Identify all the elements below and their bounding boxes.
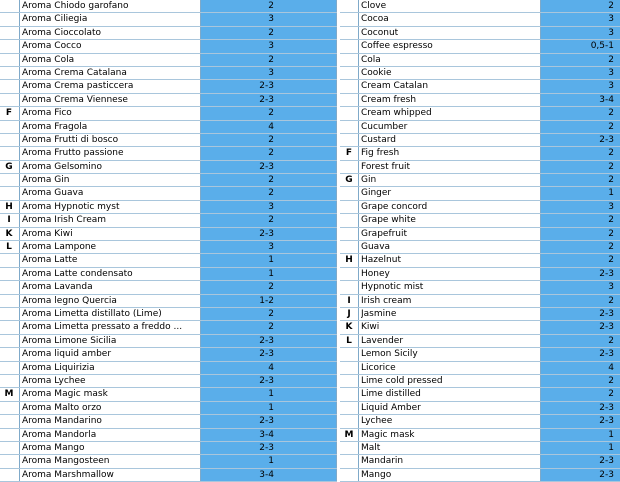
table-row [0, 107, 337, 120]
table-row [0, 201, 337, 214]
table-row [0, 388, 337, 401]
flavor-name: Aroma Cola [22, 54, 75, 65]
table-row [340, 388, 620, 401]
table-row [340, 121, 620, 134]
dosage-value: 2 [268, 1, 274, 11]
flavor-name: Irish cream [361, 295, 412, 306]
table-row [340, 268, 620, 281]
dosage-value: 3 [608, 27, 614, 38]
table-row [0, 429, 337, 442]
flavor-name: Aroma Cioccolato [22, 27, 102, 38]
flavor-name: Aroma Ciliegia [22, 14, 88, 25]
dosage-value: 1 [268, 268, 274, 279]
flavor-name: Lemon Sicily [361, 349, 418, 360]
table-row [340, 362, 620, 375]
dosage-value: 2 [268, 188, 274, 199]
dosage-value: 2-3 [259, 416, 274, 427]
table-row [340, 40, 620, 53]
flavor-name: Aroma Mandorla [22, 429, 97, 440]
index-letter: L [346, 335, 352, 346]
flavor-name: Honey [361, 268, 390, 279]
dosage-value: 4 [268, 362, 274, 373]
dosage-value: 2 [608, 215, 614, 226]
dosage-value: 3-4 [259, 429, 274, 440]
table-row [0, 455, 337, 468]
flavor-name: Aroma Chiodo garofano [22, 1, 129, 11]
flavor-name: Guava [361, 242, 391, 253]
flavor-name: Aroma Magic mask [22, 389, 108, 400]
table-row [340, 415, 620, 428]
flavor-name: Aroma Liquirizia [22, 362, 95, 373]
flavor-name: Lavender [361, 335, 404, 346]
flavor-name: Aroma Mangosteen [22, 456, 110, 467]
dosage-value: 2 [608, 375, 614, 386]
flavor-name: Aroma Marshmallow [22, 469, 114, 480]
dosage-value: 2 [608, 335, 614, 346]
dosage-value: 2 [608, 228, 614, 239]
dosage-value: 2 [268, 148, 274, 159]
flavor-name: Mango [361, 469, 392, 480]
flavor-name: Aroma Crema Viennese [22, 94, 128, 105]
flavor-name: Cola [361, 54, 381, 65]
dosage-value: 2-3 [259, 442, 274, 453]
flavor-name: Clove [361, 1, 387, 11]
table-row [0, 27, 337, 40]
dosage-value: 2 [608, 389, 614, 400]
table-row [0, 362, 337, 375]
dosage-value: 3 [268, 242, 274, 253]
table-row [0, 0, 337, 13]
dosage-value: 2-3 [259, 94, 274, 105]
table-row [340, 348, 620, 361]
flavor-name: Jasmine [361, 308, 397, 319]
flavor-name: Aroma Fico [22, 108, 72, 119]
flavor-name: Liquid Amber [361, 402, 421, 413]
dosage-value: 2 [268, 175, 274, 186]
flavor-name: Lime distilled [361, 389, 421, 400]
flavor-name: Gin [361, 175, 377, 186]
flavor-name: Grapefruit [361, 228, 408, 239]
table-row [340, 201, 620, 214]
dosage-value: 2-3 [599, 402, 614, 413]
flavor-name: Aroma Cocco [22, 41, 82, 52]
table-row [0, 241, 337, 254]
dosage-value: 2-3 [599, 349, 614, 360]
table-row [340, 375, 620, 388]
table-row [0, 375, 337, 388]
index-letter: G [345, 175, 353, 186]
flavor-name: Aroma Limetta pressato a freddo ... [22, 322, 183, 333]
flavor-name: Malt [361, 442, 381, 453]
table-row [0, 174, 337, 187]
flavor-name: Cucumber [361, 121, 408, 132]
dosage-value: 2 [608, 295, 614, 306]
flavor-name: Ginger [361, 188, 392, 199]
flavor-name: Aroma Mango [22, 442, 85, 453]
dosage-value: 2 [268, 215, 274, 226]
flavor-name: Aroma Lychee [22, 375, 86, 386]
dosage-value: 3 [268, 201, 274, 212]
flavor-name: Aroma Fragola [22, 121, 88, 132]
dosage-value: 2 [608, 242, 614, 253]
table-row [340, 134, 620, 147]
table-row [340, 455, 620, 468]
dosage-value: 2 [608, 1, 614, 11]
right-rows [340, 0, 620, 482]
flavor-name: Cream fresh [361, 94, 417, 105]
table-row [340, 80, 620, 93]
dosage-value: 4 [608, 362, 614, 373]
flavor-name: Aroma Mandarino [22, 416, 102, 427]
flavor-name: Cream Catalan [361, 81, 429, 92]
dosage-value: 2-3 [599, 308, 614, 319]
flavor-name: Aroma Crema pasticcera [22, 81, 134, 92]
dosage-value: 2 [608, 148, 614, 159]
table-row [340, 321, 620, 334]
dosage-value: 2 [608, 108, 614, 119]
dosage-value: 4 [268, 121, 274, 132]
dosage-value: 3-4 [599, 94, 614, 105]
dosage-value: 2-3 [599, 322, 614, 333]
table-row [0, 67, 337, 80]
dosage-value: 2-3 [599, 469, 614, 480]
table-row [0, 442, 337, 455]
flavor-name: Coffee espresso [361, 41, 433, 52]
table-row [0, 147, 337, 160]
table-row [340, 228, 620, 241]
dosage-value: 2-3 [259, 161, 274, 172]
flavor-name: Fig fresh [361, 148, 400, 159]
flavor-name: Hazelnut [361, 255, 401, 266]
flavor-name: Cocoa [361, 14, 389, 25]
dosage-value: 3 [608, 81, 614, 92]
flavor-name: Aroma Guava [22, 188, 84, 199]
dosage-value: 3 [608, 201, 614, 212]
flavor-name: Grape white [361, 215, 416, 226]
dosage-value: 2 [268, 322, 274, 333]
table-row [340, 469, 620, 482]
dosage-value: 1 [608, 442, 614, 453]
table-row [0, 40, 337, 53]
table-row [340, 187, 620, 200]
dosage-value: 2 [608, 121, 614, 132]
dosage-value: 1 [608, 188, 614, 199]
table-row [0, 214, 337, 227]
dosage-value: 2-3 [599, 268, 614, 279]
flavor-name: Aroma Gelsomino [22, 161, 102, 172]
flavor-name: Coconut [361, 27, 399, 38]
dosage-value: 2 [268, 54, 274, 65]
dosage-value: 2 [268, 282, 274, 293]
table-row [0, 161, 337, 174]
dosage-value: 2-3 [259, 349, 274, 360]
table-row [0, 308, 337, 321]
table-row [340, 335, 620, 348]
table-row [0, 268, 337, 281]
flavor-name: Cream whipped [361, 108, 432, 119]
index-letter: I [347, 295, 351, 306]
table-row [0, 281, 337, 294]
dosage-value: 2-3 [599, 416, 614, 427]
index-letter: L [6, 242, 12, 253]
flavor-name: Aroma Limone Sicilia [22, 335, 117, 346]
table-row [340, 13, 620, 26]
table-row [340, 161, 620, 174]
dosage-value: 3 [608, 67, 614, 78]
flavor-name: Mandarin [361, 456, 404, 467]
table-row [0, 134, 337, 147]
table-row [340, 94, 620, 107]
flavor-name: Aroma Malto orzo [22, 402, 102, 413]
table-row [340, 281, 620, 294]
flavor-name: Aroma Kiwi [22, 228, 73, 239]
index-letter: H [5, 201, 13, 212]
dosage-value: 3 [268, 41, 274, 52]
flavor-name: Custard [361, 134, 396, 145]
flavor-name: Aroma Irish Cream [22, 215, 107, 226]
table-row [340, 214, 620, 227]
flavor-name: Aroma liquid amber [22, 349, 112, 360]
dosage-value: 2 [268, 27, 274, 38]
table-row [0, 469, 337, 482]
table-row [340, 0, 620, 13]
table-row [0, 335, 337, 348]
table-row [340, 442, 620, 455]
table-row [0, 94, 337, 107]
table-row [0, 13, 337, 26]
flavor-name: Licorice [361, 362, 396, 373]
dosage-value: 2 [608, 161, 614, 172]
table-row [0, 295, 337, 308]
index-letter: G [5, 161, 13, 172]
table-row [0, 254, 337, 267]
index-letter: H [345, 255, 353, 266]
flavor-name: Aroma Frutto passione [22, 148, 124, 159]
dosage-value: 1 [608, 429, 614, 440]
flavor-name: Grape concord [361, 201, 428, 212]
dosage-value: 3 [268, 14, 274, 25]
flavor-name: Cookie [361, 67, 392, 78]
table-row [340, 147, 620, 160]
dosage-value: 2-3 [259, 375, 274, 386]
dosage-value: 1 [268, 402, 274, 413]
table-row [0, 54, 337, 67]
table-row [340, 107, 620, 120]
right-flavor-table [340, 0, 620, 481]
table-row [340, 254, 620, 267]
dosage-value: 1 [268, 255, 274, 266]
flavor-name: Aroma Lavanda [22, 282, 93, 293]
dosage-value: 3-4 [259, 469, 274, 480]
table-row [0, 415, 337, 428]
dosage-value: 2-3 [259, 335, 274, 346]
table-row [0, 228, 337, 241]
table-row [0, 321, 337, 334]
index-letter: F [5, 108, 13, 119]
table-row [340, 174, 620, 187]
dosage-value: 1-2 [259, 295, 274, 306]
index-letter: I [7, 215, 11, 226]
flavor-name: Hypnotic mist [361, 282, 424, 293]
index-letter: J [347, 308, 351, 319]
dosage-value: 2 [608, 175, 614, 186]
dosage-value: 2 [608, 255, 614, 266]
index-letter: F [345, 148, 353, 159]
table-row [0, 402, 337, 415]
flavor-name: Aroma Lampone [22, 242, 97, 253]
index-letter: M [4, 389, 14, 400]
flavor-name: Aroma Frutti di bosco [22, 134, 119, 145]
table-row [0, 80, 337, 93]
table-row [340, 241, 620, 254]
dosage-value: 2 [268, 134, 274, 145]
table-row [340, 27, 620, 40]
index-letter: K [5, 228, 13, 239]
dosage-value: 2-3 [259, 81, 274, 92]
flavor-name: Aroma Latte [22, 255, 78, 266]
flavor-name: Magic mask [361, 429, 415, 440]
dosage-value: 2 [268, 108, 274, 119]
dosage-value: 3 [608, 282, 614, 293]
table-row [340, 295, 620, 308]
index-letter: M [344, 429, 354, 440]
table-row [340, 308, 620, 321]
flavor-name: Aroma Limetta distillato (Lime) [22, 308, 162, 319]
table-row [340, 402, 620, 415]
table-row [0, 348, 337, 361]
dosage-value: 3 [608, 14, 614, 25]
dosage-value: 2-3 [259, 228, 274, 239]
flavor-name: Lime cold pressed [361, 375, 443, 386]
dosage-value: 1 [268, 456, 274, 467]
dosage-value: 0,5-1 [590, 41, 614, 52]
dosage-value: 1 [268, 389, 274, 400]
dosage-value: 2 [608, 54, 614, 65]
table-row [340, 429, 620, 442]
index-letter: K [345, 322, 353, 333]
flavor-name: Aroma Crema Catalana [22, 67, 127, 78]
table-row [340, 67, 620, 80]
dosage-value: 2-3 [599, 134, 614, 145]
flavor-name: Aroma Latte condensato [22, 268, 133, 279]
flavor-name: Forest fruit [361, 161, 411, 172]
table-row [0, 121, 337, 134]
dosage-value: 2-3 [599, 456, 614, 467]
flavor-name: Aroma Gin [22, 175, 70, 186]
flavor-name: Aroma Hypnotic myst [22, 201, 120, 212]
flavor-name: Aroma legno Quercia [22, 295, 117, 306]
flavor-name: Lychee [361, 416, 393, 427]
table-row [340, 54, 620, 67]
dosage-value: 2 [268, 308, 274, 319]
table-row [0, 187, 337, 200]
flavor-name: Kiwi [361, 322, 380, 333]
dosage-value: 3 [268, 67, 274, 78]
